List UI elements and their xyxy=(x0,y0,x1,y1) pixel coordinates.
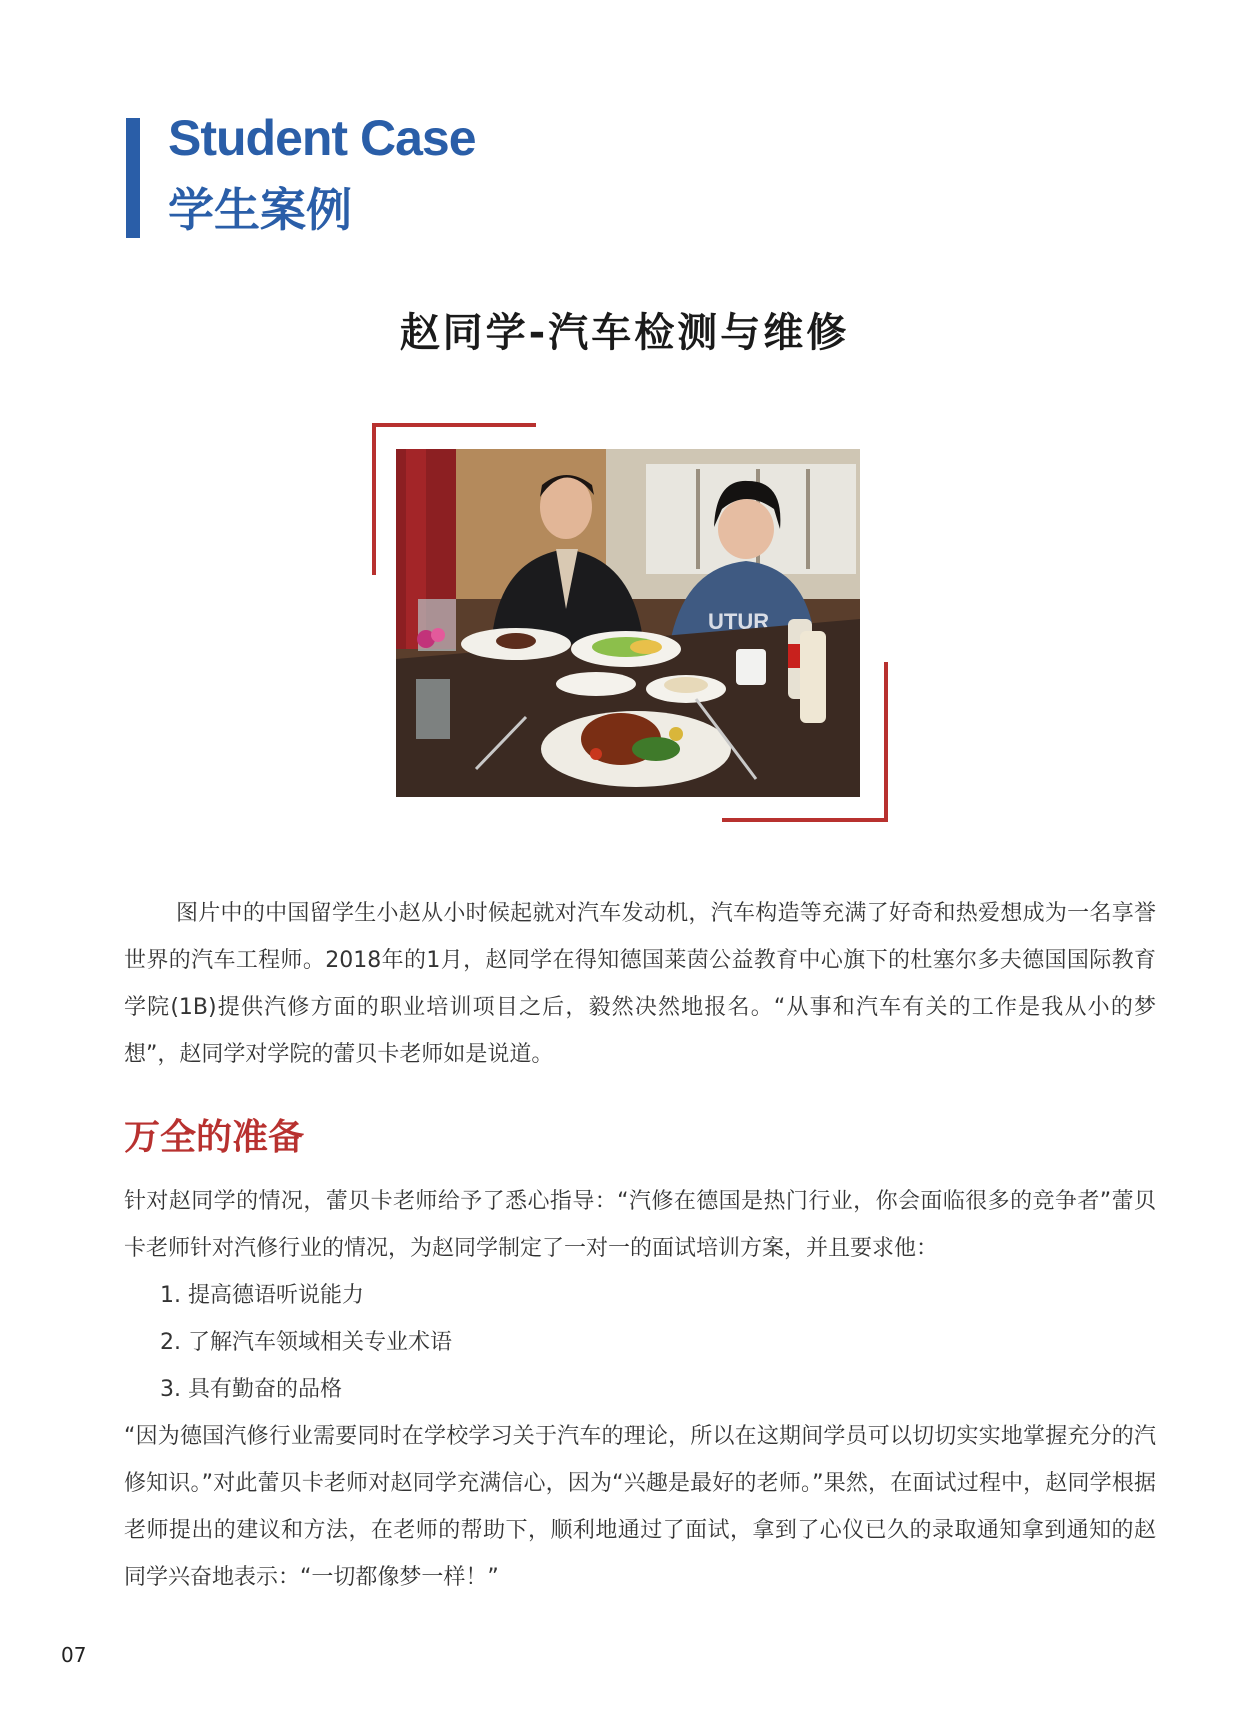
list-item: 1. 提高德语听说能力 xyxy=(160,1283,364,1308)
page-number: 07 xyxy=(61,1643,87,1667)
intro-paragraph: 图片中的中国留学生小赵从小时候起就对汽车发动机，汽车构造等充满了好奇和热爱想成为一名享誉世界的汽车工程师。2018年的1月，赵同学在得知德国莱茵公益教育中心旗下的杜塞尔多夫德国国际教育学院(1B)提供汽修方面的职业培训项目之后，毅然决然地报名。“从事和汽车有关的工作是我从小的梦想”，赵同学对学院的蕾贝卡老师如是说道。 xyxy=(124,901,1156,1067)
requirements-list xyxy=(160,1272,452,1413)
list-item: 2. 了解汽车领域相关专业术语 xyxy=(160,1330,452,1355)
header-title-en: Student Case xyxy=(168,110,476,166)
student-photo xyxy=(396,449,860,797)
closing-paragraph: “因为德国汽修行业需要同时在学校学习关于汽车的理论，所以在这期间学员可以切切实实地掌握充分的汽修知识。”对此蕾贝卡老师对赵同学充满信心，因为“兴趣是最好的老师。”果然，在面试过程中，赵同学根据老师提出的建议和方法，在老师的帮助下，顺利地通过了面试，拿到了心仪已久的录取通知拿到通知的赵同学兴奋地表示：“一切都像梦一样！” xyxy=(124,1424,1156,1590)
frame-corner-top-horizontal xyxy=(372,423,536,427)
section-lead-paragraph: 针对赵同学的情况，蕾贝卡老师给予了悉心指导：“汽修在德国是热门行业，你会面临很多的竞争者”蕾贝卡老师针对汽修行业的情况，为赵同学制定了一对一的面试培训方案，并且要求他： xyxy=(124,1189,1156,1261)
list-item: 3. 具有勤奋的品格 xyxy=(160,1377,342,1402)
svg-text:UTUR: UTUR xyxy=(708,609,770,634)
section-heading: 万全的准备 xyxy=(124,1117,305,1158)
frame-corner-left-vertical xyxy=(372,423,376,575)
case-title: 赵同学-汽车检测与维修 xyxy=(399,310,850,356)
frame-corner-right-vertical xyxy=(884,662,888,822)
frame-corner-bottom-horizontal xyxy=(722,818,888,822)
student-photo-illustration xyxy=(396,449,860,797)
header-title-zh: 学生案例 xyxy=(168,183,352,237)
header-accent-bar xyxy=(126,118,140,238)
